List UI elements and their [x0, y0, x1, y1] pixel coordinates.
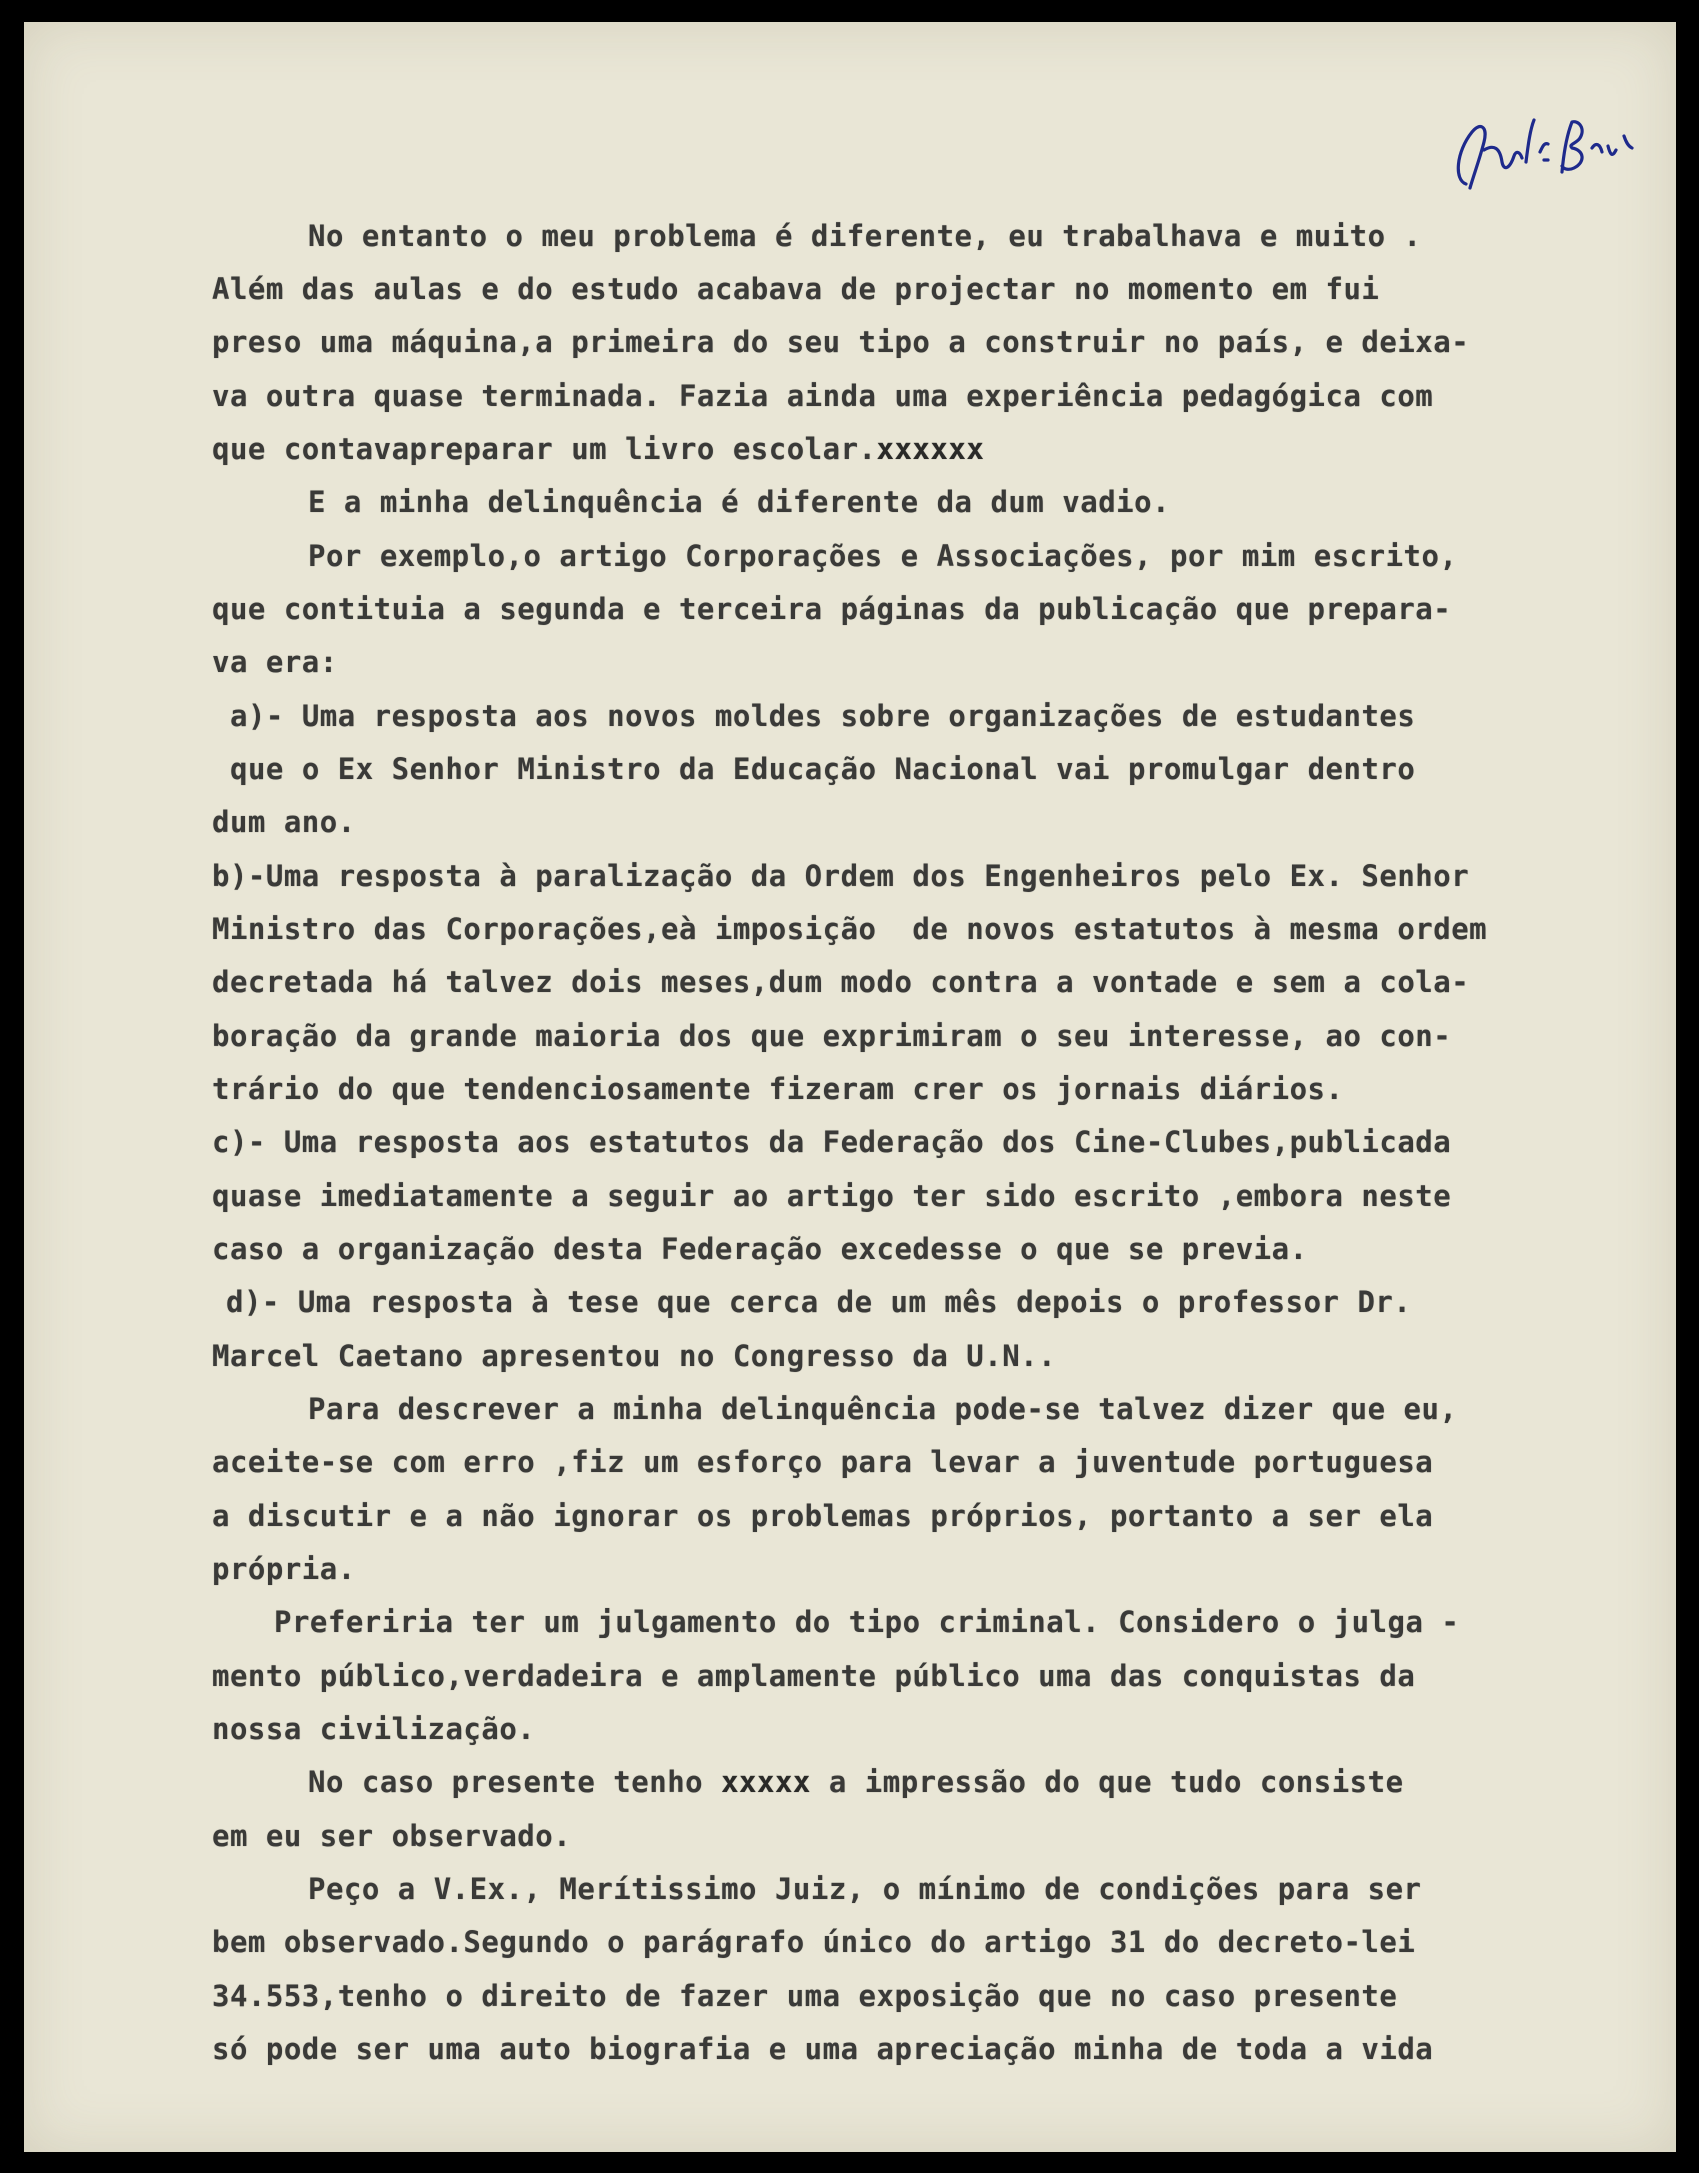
text-line: caso a organização desta Federação excedesse o que se previa.: [212, 1232, 1308, 1266]
text-line: trário do que tendenciosamente fizeram crer os jornais diários.: [212, 1072, 1344, 1106]
struck-out-text: xxxxx: [721, 1765, 811, 1799]
handwritten-signature: [1444, 92, 1654, 212]
text-line: Marcel Caetano apresentou no Congresso da U.N..: [212, 1339, 1057, 1373]
text-line: b)-Uma resposta à paralização da Ordem dos Engenheiros pelo Ex. Senhor: [212, 859, 1470, 893]
text-line: 34.553,tenho o direito de fazer uma exposição que no caso presente: [212, 1979, 1398, 2013]
text-fragment: que contavapreparar um livro escolar.: [212, 432, 877, 466]
text-line: preso uma máquina,a primeira do seu tipo a construir no país, e deixa-: [212, 325, 1470, 359]
text-line: decretada há talvez dois meses,dum modo contra a vontade e sem a cola-: [212, 965, 1470, 999]
text-line: própria.: [212, 1552, 356, 1586]
text-line: [308, 1765, 1404, 1799]
text-fragment: a impressão do que tudo consiste: [828, 1765, 1404, 1799]
text-line: Por exemplo,o artigo Corporações e Associações, por mim escrito,: [308, 539, 1458, 573]
text-line: nossa civilização.: [212, 1712, 536, 1746]
text-line: que o Ex Senhor Ministro da Educação Nacional vai promulgar dentro: [230, 752, 1416, 786]
text-line: que contituia a segunda e terceira páginas da publicação que prepara-: [212, 592, 1452, 626]
text-line: bem observado.Segundo o parágrafo único do artigo 31 do decreto-lei: [212, 1925, 1416, 1959]
document-page: [24, 22, 1676, 2152]
text-line: Ministro das Corporações,eà imposição de novos estatutos à mesma ordem: [212, 912, 1488, 946]
text-line: boração da grande maioria dos que exprimiram o seu interesse, ao con-: [212, 1019, 1452, 1053]
text-line: só pode ser uma auto biografia e uma apreciação minha de toda a vida: [212, 2032, 1434, 2066]
text-fragment: No caso presente tenho: [308, 1765, 704, 1799]
text-line: dum ano.: [212, 805, 356, 839]
text-line: va era:: [212, 645, 338, 679]
text-line: No entanto o meu problema é diferente, eu trabalhava e muito .: [308, 219, 1422, 253]
text-line: Preferiria ter um julgamento do tipo criminal. Considero o julga -: [274, 1605, 1460, 1639]
text-line: aceite-se com erro ,fiz um esforço para levar a juventude portuguesa: [212, 1445, 1434, 1479]
text-line: [212, 432, 985, 466]
text-line: em eu ser observado.: [212, 1819, 572, 1853]
text-line: quase imediatamente a seguir ao artigo ter sido escrito ,embora neste: [212, 1179, 1452, 1213]
text-line: E a minha delinquência é diferente da dum vadio.: [308, 485, 1171, 519]
text-line: Para descrever a minha delinquência pode-se talvez dizer que eu,: [308, 1392, 1458, 1426]
struck-out-text: xxxxxx: [876, 432, 985, 466]
text-line: mento público,verdadeira e amplamente público uma das conquistas da: [212, 1659, 1416, 1693]
text-line: Peço a V.Ex., Merítissimo Juiz, o mínimo de condições para ser: [308, 1872, 1422, 1906]
text-line: a)- Uma resposta aos novos moldes sobre organizações de estudantes: [230, 699, 1416, 733]
text-line: va outra quase terminada. Fazia ainda uma experiência pedagógica com: [212, 379, 1434, 413]
text-line: Além das aulas e do estudo acabava de projectar no momento em fui: [212, 272, 1380, 306]
text-line: d)- Uma resposta à tese que cerca de um mês depois o professor Dr.: [226, 1285, 1412, 1319]
text-line: c)- Uma resposta aos estatutos da Federação dos Cine-Clubes,publicada: [212, 1125, 1452, 1159]
text-line: a discutir e a não ignorar os problemas próprios, portanto a ser ela: [212, 1499, 1434, 1533]
